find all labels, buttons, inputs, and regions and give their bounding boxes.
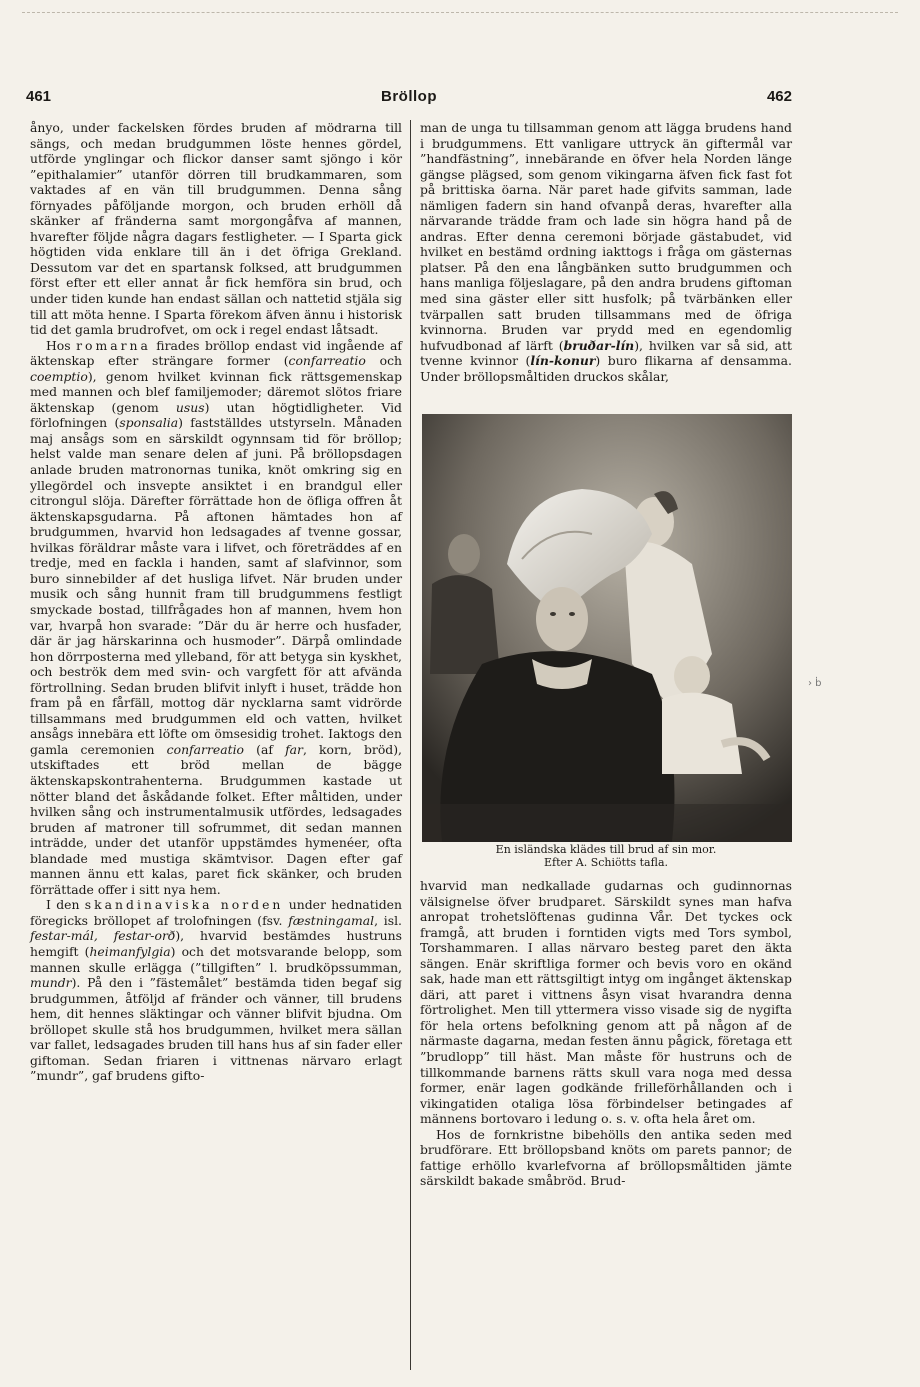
text-run: skandinaviska norden [84,897,284,913]
text-run: ), hvarvid bestämdes hustruns hemgift ( [30,928,402,959]
text-run: far [285,741,303,757]
text-run: , korn, bröd), utskiftades ett bröd mellan de bägge äktenskapskontrahenterna. Brudgummen kastade ut nötter bland det åskådande folket. Efter måltiden, under hvilken sång och instrumentalmusik utfördes, ledsagades bruden af matroner till sofrummet, dit sedan mannen inträdde, under det utanför uppstämdes hymenéer, ofta blandade med mustiga skämtvisor. Dagen efter gaf mannen ännu ett kalas, paret fick skänker, och bruden förrättade offer i sitt nya hem. [30,741,402,897]
painting-illustration-icon [422,414,792,842]
text-run: ). På den i ”fästemålet” bestämda tiden begaf sig brudgummen, åtföljd af fränder och vänner, till brudens hem, dit hennes släktingar och vänner blifvit bjudna. Om bröllopet skulle stå hos brudgummen, hvilket mera sällan var fallet, ledsagades bruden till hans hus af sin fader eller giftoman. Sedan friaren i vittnenas närvaro erlagt ”mundr”, gaf brudens gifto- [30,975,402,1084]
text-run: firades bröllop endast vid ingående af äktenskap efter strängare former ( [30,337,402,369]
text-run: och [365,353,402,369]
text-run: I den [46,897,85,913]
right-column-bottom [420,878,792,1189]
text-run: romarna [76,337,151,353]
text-run: ) buro flikarna af densamma. Under bröllopsmåltiden druckos skålar, [420,353,792,384]
text-run: , isl. [374,912,402,928]
top-rule [22,12,898,13]
column-divider [410,120,411,1370]
paragraph [420,878,792,1127]
text-run: ), genom hvilket kvinnan fick rättsgemenskap med mannen och blef familjemoder; däremot slötos friare äktenskap (genom [30,368,402,415]
page-number-left: 461 [26,88,52,105]
text-run: festar-mál, festar-orð [30,928,176,944]
caption-line-2: Efter A. Schiötts tafla. [544,856,668,869]
text-run: heimanfylgia [89,943,171,959]
margin-mark: › ḃ [808,678,822,689]
paragraph [30,120,402,338]
text-run: confarreatio [166,741,244,757]
paragraph [30,897,402,1084]
left-column [30,120,402,1084]
page-number-right: 462 [766,88,792,105]
paragraph [420,1127,792,1189]
text-run: ånyo, under fackelsken fördes bruden af mödrarna till sängs, och medan brudgummen löste hennes gördel, utförde ynglingar och flickor danser samt sjöngo i kör ”epithalamier” utanför dörren till brudkammaren, som vaktades af en vän till brudgummen. Denna sång förnyades påföljande morgon, och bruden erhöll då skänker af fränderna samt morgongåfva af mannen, hvarefter följde några dagars festligheter. — I Sparta gick högtiden vida enklare till än i det öfriga Grekland. Dessutom var det en spartansk folksed, att brudgummen först efter ett eller annat år fick hemföra sin brud, och under tiden kunde han endast sällan och nattetid stjäla sig till att möta henne. I Sparta förekom äfven ännu i historisk tid det gamla brudrofvet, om ock i regel endast låtsadt. [30,120,402,338]
caption-line-1: En isländska klädes till brud af sin mor. [495,843,717,856]
text-run: lín-konur [530,353,596,369]
text-run: (af [244,741,286,757]
paragraph [30,338,402,898]
text-run: hvarvid man nedkallade gudarnas och gudinnornas välsignelse öfver brudparet. Särskildt synes man hafva anropat trohetslöftenas gudinna Vår. Det tyckes ock framgå, att bruden i forntiden vigts med Tors symbol, Torshammaren. I allas närvaro besteg paret den äkta sängen. Enär skriftliga former och bevis voro en okänd sak, hade man ett rättsgiltigt intyg om ingånget äktenskap däri, att paret i vittnens åsyn visat hvarandra denna förtrolighet. Men till yttermera visso visade sig de nygifta för hela ortens befolkning genom att på någon af de närmaste dagarna, medan festen ännu pågick, företaga ett ”brudlopp” till häst. Man måste för hustruns och de tillkommande barnens rätts skull vara noga med dessa former, enär lagen godkände frilleförhållanden och i vikingatiden otaliga lösa förbindelser betingades af männens bortovaro i ledung o. s. v. ofta hela året om. [420,878,792,1127]
text-run: ) och det motsvarande belopp, som mannen skulle erlägga (”tillgiften” l. brudköpssumman, [30,943,403,975]
page-header [26,88,792,110]
text-run: ) fastställdes utstyrseln. Månaden maj ansågs som en särskildt ogynnsam tid för bröllop; helst valde man senare delen af juni. På bröllopsdagen anlade bruden matronornas tunika, knöt omkring sig en yllegördel och insvepte ansiktet i en brandgul eller citrongul slöja. Därefter förrättade hon de öfliga offren åt äktenskapsgudarna. På aftonen hämtades hon af brudgummen, hvarvid hon ledsagades af tvenne gossar, hvilkas föräldrar måste vara i lifvet, och företräddes af en tredje, med en fackla i handen, samt af slafvinnor, som buro sinnebilder af det husliga lifvet. När bruden under musik och sång hunnit fram till brudgummens festligt smyckade bostad, tillfrågades hon af mannen, hvem hon var, hvarpå hon svarade: ”Där du är herre och husfader, där är jag härskarinna och husmoder”. Därpå omlindade hon dörrposterna med ylleband, för att betyga sin kyskhet, och beströk dem med svin- och vargfett för att afvända förtrollning. Sedan bruden blifvit inlyft i huset, trädde hon fram på en fårfäll, mottog där nycklarna samt vidrörde tillsammans med brudgummen eld och vatten, hvilket ansågs innebära ett löfte om ömsesidig trohet. Iaktogs den gamla ceremonien [30,415,402,757]
paragraph [420,120,792,384]
text-run: coemptio [30,368,88,384]
text-run: man de unga tu tillsamman genom att lägga brudens hand i brudgummens. Ett vanligare uttryck än giftermål var ”handfästning”, innebärande en öfver hela Norden länge gängse plägsed, som genom vikingarna äfven fick fast fot på brittiska öarna. När paret hade gifvits samman, lade nämligen fadern sin hand ofvanpå deras, hvarefter alla närvarande trädde fram och lade sin högra hand på de andras. Efter denna ceremoni började gästabudet, vid hvilket en bestämd ordning iakttogs i fråga om gästernas platser. På den ena långbänken sutto brudgummen och hans manliga följeslagare, på den andra brudens giftoman med sina gäster eller sitt husfolk; på tvärbänken eller tvärpallen satt bruden tillsammans med de öfriga kvinnorna. Bruden var prydd med en egendomlig hufvudbonad af lärft ( [420,120,792,353]
text-run: ) utan högtidligheter. Vid förlofningen ( [30,399,402,431]
text-run: Hos de fornkristne bibehölls den antika seden med brudförare. Ett bröllopsband knöts om parets pannor; de fattige erhöllo kvarlefvorna af bröllopsmåltiden jämte särskildt bakade småbröd. Brud- [420,1126,792,1189]
text-run: sponsalia [119,415,179,431]
text-run: Hos [46,337,77,353]
painting-illustration [422,414,792,842]
text-run: ), hvilken var så sid, att tvenne kvinnor ( [420,337,792,369]
right-column-top [420,120,792,384]
text-run: confarreatio [288,353,366,369]
text-run: bruðar-lín [563,337,635,353]
text-run: fæstningamal [288,912,375,928]
text-run: usus [175,399,205,415]
figure-caption [420,843,792,869]
text-run: under hednatiden föregicks bröllopet af trolofningen (fsv. [30,897,402,928]
page-title: Bröllop [381,88,437,105]
text-run: mundr [30,975,72,991]
